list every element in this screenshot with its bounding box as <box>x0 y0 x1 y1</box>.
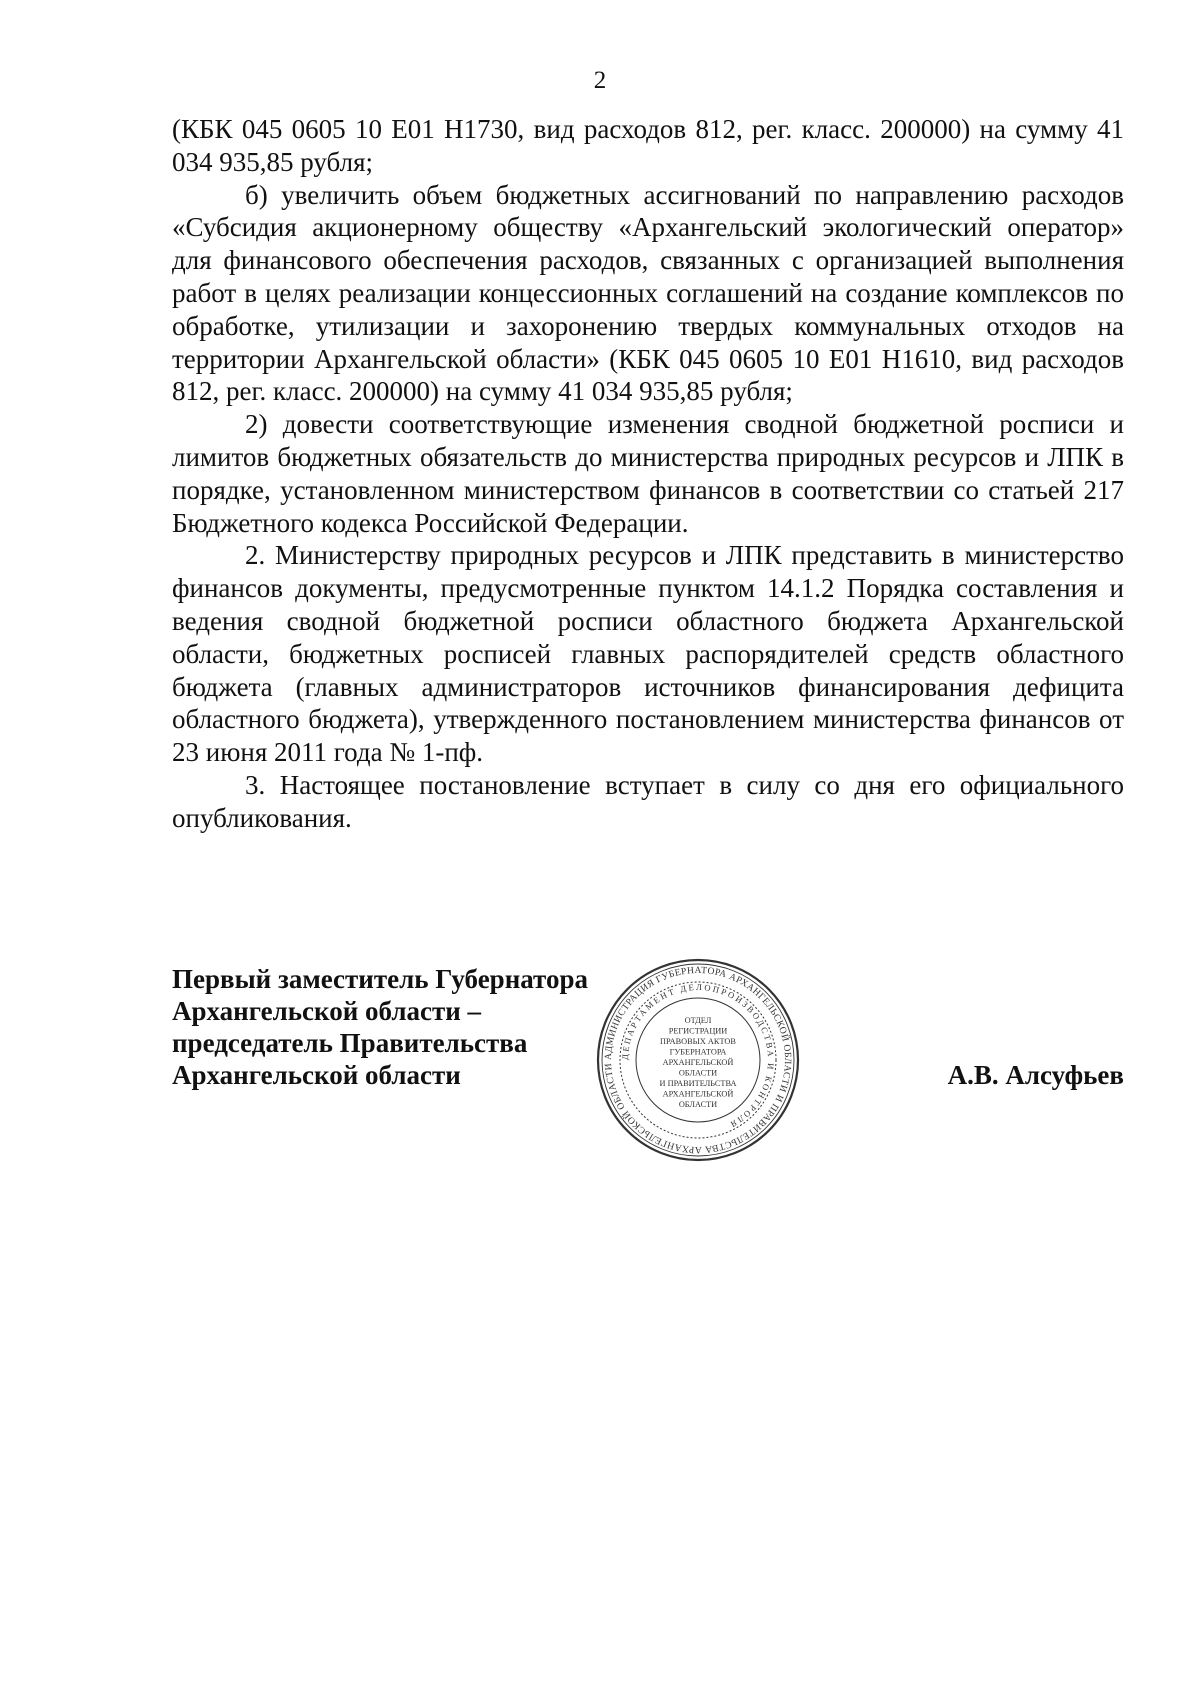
paragraph-increase-allocations: б) увеличить объем бюджетных ассигнований по направлению расходов «Субсидия акционерному обществу «Архангельский экологический оператор» для финансового обеспечения расходов, связанных с организацией выполнения работ в целях реализации концессионных соглашений на создание комплексов по обработке, утилизации и захоронению твердых коммунальных отходов на территории Архангельской области» (КБК 045 0605 10 Е01 Н1610, вид расходов 812, рег. класс. 200000) на сумму 41 034 935,85 рубля; <box>172 179 1124 407</box>
seal-inner-line: ГУБЕРНАТОРА <box>669 1047 727 1057</box>
signature-block <box>172 963 588 1091</box>
seal-inner-line: И ПРАВИТЕЛЬСТВА <box>659 1079 737 1088</box>
seal-outer-ring-text: АДМИНИСТРАЦИЯ ГУБЕРНАТОРА АРХАНГЕЛЬСКОЙ ОБЛАСТИ И ПРАВИТЕЛЬСТВА АРХАНГЕЛЬСКОЙ ОБЛАСТИ <box>602 964 794 1156</box>
seal-inner-line: АРХАНГЕЛЬСКОЙ <box>662 1089 734 1099</box>
signature-position-line: Архангельской области <box>172 1060 461 1090</box>
official-seal <box>593 955 803 1165</box>
signature-position-line: председатель Правительства <box>172 1028 528 1058</box>
signer-name: А.В. Алсуфьев <box>947 1060 1124 1090</box>
seal-inner-line: ПРАВОВЫХ АКТОВ <box>660 1037 736 1046</box>
page-number: 2 <box>593 67 607 94</box>
signature-position-line: Архангельской области – <box>172 996 482 1026</box>
paragraph-ministry-documents: 2. Министерству природных ресурсов и ЛПК представить в министерство финансов документы, предусмотренные пунктом 14.1.2 Порядка составления и ведения сводной бюджетной росписи областного бюджета Архангельской области, бюджетных росписей главных распорядителей средств областного бюджета (главных администраторов источников финансирования дефицита областного бюджета), утвержденного постановлением министерства финансов от 23 июня 2011 года № 1-пф. <box>172 540 1124 768</box>
signature-position-line: Первый заместитель Губернатора <box>172 964 588 994</box>
seal-inner-line: ОБЛАСТИ <box>678 1100 718 1109</box>
seal-inner-line: ОБЛАСТИ <box>678 1068 718 1078</box>
seal-inner-line: РЕГИСТРАЦИИ <box>668 1026 728 1036</box>
seal-stamp-icon <box>593 955 803 1165</box>
paragraph-bring-changes: 2) довести соответствующие изменения сводной бюджетной росписи и лимитов бюджетных обязательств до министерства природных ресурсов и ЛПК в порядке, установленном министерством финансов в соответствии со статьей 217 Бюджетного кодекса Российской Федерации. <box>172 409 1124 538</box>
paragraph-kbk-decrease-tail: (КБК 045 0605 10 Е01 Н1730, вид расходов 812, рег. класс. 200000) на сумму 41 034 935,85 рубля; <box>172 114 1124 177</box>
seal-inner-line: АРХАНГЕЛЬСКОЙ <box>662 1058 734 1067</box>
document-body <box>172 113 1124 835</box>
seal-middle-ring-text: ДЕПАРТАМЕНТ ДЕЛОПРОИЗВОДСТВА И КОНТРОЛЯ <box>619 981 777 1131</box>
paragraph-entry-into-force: 3. Настоящее постановление вступает в силу со дня его официального опубликования. <box>172 769 1124 833</box>
seal-inner-line: ОТДЕЛ <box>684 1016 712 1025</box>
